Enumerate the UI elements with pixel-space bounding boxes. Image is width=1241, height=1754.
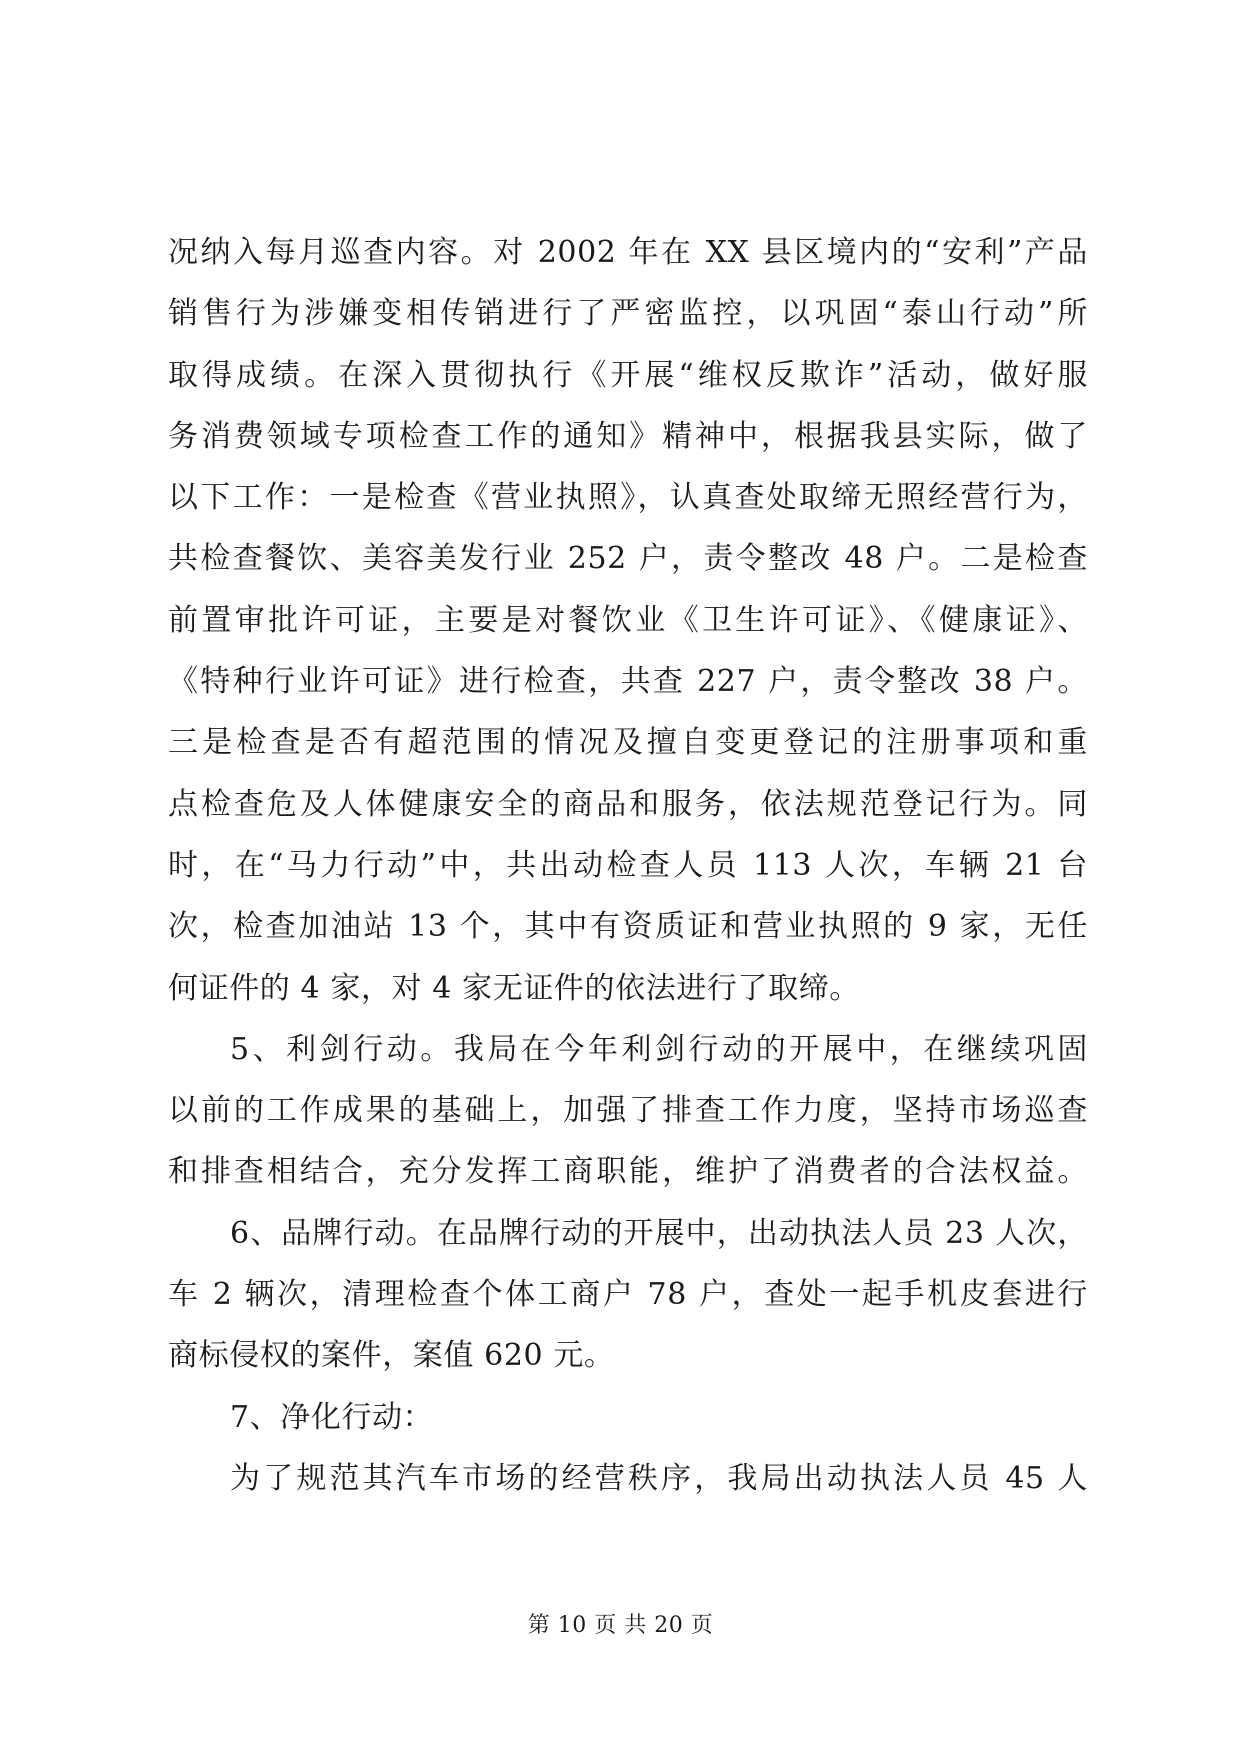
text-line: 7、净化行动： [230,1399,434,1435]
text-line: 以下工作：一是检查《营业执照》，认真查处取缔无照经营行为， [168,480,1088,516]
text-line: 5、利剑行动。我局在今年利剑行动的开展中，在继续巩固 [230,1031,1088,1067]
text-line: 时，在“马力行动”中，共出动检查人员 113 人次，车辆 21 台 [168,847,1088,883]
text-line: 以前的工作成果的基础上，加强了排查工作力度，坚持市场巡查 [168,1093,1088,1129]
body-text [168,222,1088,1509]
text-line: 况纳入每月巡查内容。对 2002 年在 XX 县区境内的“安利”产品 [168,235,1088,270]
text-line: 何证件的 4 家，对 4 家无证件的依法进行了取缔。 [168,970,860,1006]
text-line: 点检查危及人体健康安全的商品和服务，依法规范登记行为。同 [168,786,1088,822]
text-line: 6、品牌行动。在品牌行动的开展中，出动执法人员 23 人次， [230,1215,1088,1251]
text-line: 共检查餐饮、美容美发行业 252 户，责令整改 48 户。二是检查 [168,541,1088,577]
text-line: 销售行为涉嫌变相传销进行了严密监控，以巩固“泰山行动”所 [168,296,1088,332]
text-line: 次，检查加油站 13 个，其中有资质证和营业执照的 9 家，无任 [168,909,1088,945]
text-line: 为了规范其汽车市场的经营秩序，我局出动执法人员 45 人 [230,1460,1088,1496]
text-line: 和排查相结合，充分发挥工商职能，维护了消费者的合法权益。 [168,1154,1088,1190]
page-number-footer: 第 10 页 共 20 页 [527,1613,714,1638]
text-line: 三是检查是否有超范围的情况及擅自变更登记的注册事项和重 [168,725,1088,761]
text-line: 前置审批许可证，主要是对餐饮业《卫生许可证》、《健康证》、 [168,602,1088,638]
text-line: 《特种行业许可证》进行检查，共查 227 户，责令整改 38 户。 [168,664,1088,700]
text-line: 取得成绩。在深入贯彻执行《开展“维权反欺诈”活动，做好服 [168,357,1088,393]
text-line: 商标侵权的案件，案值 620 元。 [168,1338,615,1374]
text-line: 车 2 辆次，清理检查个体工商户 78 户，查处一起手机皮套进行 [168,1277,1088,1313]
text-line: 务消费领域专项检查工作的通知》精神中，根据我县实际，做了 [168,418,1088,454]
